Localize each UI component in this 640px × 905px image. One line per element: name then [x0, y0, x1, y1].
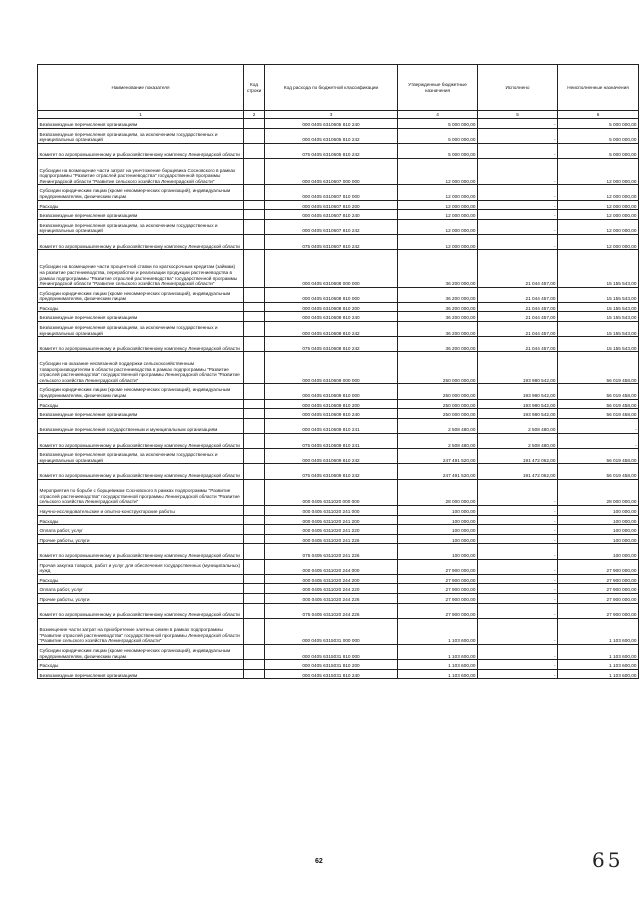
header-name: Наименование показателя	[38, 65, 244, 111]
row-unexecuted: 100 000,00	[558, 515, 639, 525]
row-unexecuted: 5 000 000,00	[558, 143, 639, 158]
row-approved: 247 491 520,00	[398, 449, 478, 464]
row-budget-code: 000 0405 6310607 000 000	[265, 158, 398, 184]
row-line-code	[244, 312, 265, 322]
table-row	[38, 210, 639, 220]
row-executed: -	[478, 534, 558, 544]
row-unexecuted: 12 000 000,00	[558, 234, 639, 249]
row-approved: 1 103 600,00	[398, 645, 478, 660]
row-executed: 21 044 457,00	[478, 287, 558, 302]
table-header	[38, 65, 639, 119]
row-name: Безвозмездные перечисления организациям, за исключением государственных и муниципальных организаций	[38, 449, 244, 464]
row-line-code	[244, 352, 265, 384]
row-budget-code: 000 0405 6311020 241 200	[265, 515, 398, 525]
row-unexecuted: 56 019 458,00	[558, 409, 639, 419]
row-line-code	[244, 250, 265, 288]
row-executed: -	[478, 234, 558, 249]
header-approved: Утвержденные бюджетные назначения	[398, 65, 478, 111]
table-row	[38, 250, 639, 288]
budget-table	[37, 64, 639, 679]
row-name: Субсидии на оказание несвязанной поддержки сельскохозяйственным товаропроизводителям в области растениеводства в рамках подпрограммы "Развитие отраслей растениеводства" государственной программы Ленинградской области "Развитие сельского хозяйства Ленинградской области"	[38, 352, 244, 384]
row-approved: 36 200 000,00	[398, 250, 478, 288]
row-name: Субсидии юридическим лицам (кроме некоммерческих организаций), индивидуальным предпринимателям, физическим лицам	[38, 185, 244, 200]
table-row	[38, 534, 639, 544]
col-number: 1	[38, 111, 244, 119]
row-unexecuted: 100 000,00	[558, 534, 639, 544]
header-executed: Исполнено	[478, 65, 558, 111]
col-number: 2	[244, 111, 265, 119]
row-name: Расходы	[38, 399, 244, 409]
row-name: Прочая закупка товаров, работ и услуг для обеспечения государственных (муниципальных) нужд	[38, 559, 244, 574]
row-approved: 250 000 000,00	[398, 352, 478, 384]
row-approved: 250 000 000,00	[398, 384, 478, 399]
col-number: 4	[398, 111, 478, 119]
row-executed: 191 472 062,00	[478, 449, 558, 464]
row-name: Научно-исследовательские и опытно-конструкторские работы	[38, 505, 244, 515]
row-budget-code: 075 0405 6311020 244 226	[265, 603, 398, 618]
row-unexecuted: 15 155 543,00	[558, 302, 639, 312]
row-unexecuted: 12 000 000,00	[558, 185, 639, 200]
table-row	[38, 143, 639, 158]
row-unexecuted: 100 000,00	[558, 525, 639, 535]
row-name: Субсидии на возмещение части затрат на уничтожение борщевика Сосновского в рамках подпрограммы "Развитие отраслей растениеводства" государственной программы Ленинградской области "Развитие сельского хозяйства Ленинградской области"	[38, 158, 244, 184]
row-budget-code: 000 0405 6311020 241 000	[265, 505, 398, 515]
row-line-code	[244, 399, 265, 409]
table-row	[38, 302, 639, 312]
row-budget-code: 000 0405 6310607 810 000	[265, 185, 398, 200]
row-name: Субсидии на возмещение части процентной ставки по краткосрочным кредитам (займам) на развитие растениеводства, переработки и реализации продукции растениеводства в рамках подпрограммы "Развитие отраслей растениеводства" государственной программы Ленинградской области "Развитие сельского хозяйства Ленинградской области"	[38, 250, 244, 288]
row-budget-code: 000 0405 6315031 000 000	[265, 618, 398, 644]
table-row	[38, 505, 639, 515]
row-line-code	[244, 158, 265, 184]
row-unexecuted: 56 019 458,00	[558, 352, 639, 384]
row-unexecuted: 15 155 543,00	[558, 250, 639, 288]
row-name: Комитет по агропромышленному и рыбохозяйственному комплексу Ленинградской области	[38, 143, 244, 158]
row-executed: -	[478, 128, 558, 143]
row-name: Безвозмездные перечисления организациям, за исключением государственных и муниципальных организаций	[38, 322, 244, 337]
row-unexecuted: -	[558, 434, 639, 449]
row-approved: 100 000,00	[398, 534, 478, 544]
row-name: Расходы	[38, 660, 244, 670]
row-line-code	[244, 302, 265, 312]
row-line-code	[244, 534, 265, 544]
row-unexecuted: 100 000,00	[558, 544, 639, 559]
row-executed: -	[478, 544, 558, 559]
table-row	[38, 479, 639, 505]
header-unexecuted: Неисполненные назначения	[558, 65, 639, 111]
table-row	[38, 119, 639, 129]
row-executed: -	[478, 618, 558, 644]
row-line-code	[244, 603, 265, 618]
table-row	[38, 418, 639, 433]
row-approved: 100 000,00	[398, 505, 478, 515]
row-budget-code: 075 0405 6310609 810 242	[265, 464, 398, 479]
row-budget-code: 000 0405 6311020 244 226	[265, 593, 398, 603]
row-unexecuted: 15 155 543,00	[558, 312, 639, 322]
row-unexecuted: 56 019 458,00	[558, 464, 639, 479]
row-line-code	[244, 525, 265, 535]
table-row	[38, 593, 639, 603]
row-executed: -	[478, 660, 558, 670]
table-row	[38, 409, 639, 419]
row-line-code	[244, 287, 265, 302]
row-unexecuted: 15 155 543,00	[558, 322, 639, 337]
row-approved: 247 491 520,00	[398, 464, 478, 479]
table-row	[38, 464, 639, 479]
row-unexecuted: 12 000 000,00	[558, 200, 639, 210]
table-row	[38, 384, 639, 399]
row-executed: -	[478, 219, 558, 234]
row-budget-code: 000 0405 6311020 241 220	[265, 525, 398, 535]
row-budget-code: 000 0405 6315031 810 240	[265, 669, 398, 679]
row-name: Расходы	[38, 574, 244, 584]
row-approved: 27 900 000,00	[398, 603, 478, 618]
row-executed: 193 980 542,00	[478, 399, 558, 409]
row-budget-code: 000 0405 6310609 810 241	[265, 418, 398, 433]
row-executed: -	[478, 479, 558, 505]
row-budget-code: 075 0405 6310605 810 242	[265, 143, 398, 158]
row-unexecuted: -	[558, 418, 639, 433]
table-row	[38, 287, 639, 302]
row-approved: 27 900 000,00	[398, 574, 478, 584]
row-budget-code: 075 0405 6310609 810 241	[265, 434, 398, 449]
row-executed: 21 044 457,00	[478, 322, 558, 337]
row-approved: 2 508 480,00	[398, 418, 478, 433]
table-row	[38, 574, 639, 584]
table-row	[38, 158, 639, 184]
row-approved: 5 000 000,00	[398, 119, 478, 129]
table-row	[38, 559, 639, 574]
header-row-code: Код строки	[244, 65, 265, 111]
row-line-code	[244, 618, 265, 644]
row-line-code	[244, 559, 265, 574]
row-unexecuted: 12 000 000,00	[558, 158, 639, 184]
row-budget-code: 000 0405 6310608 810 242	[265, 322, 398, 337]
row-name: Безвозмездные перечисления организациям	[38, 409, 244, 419]
row-executed: -	[478, 669, 558, 679]
row-approved: 1 103 600,00	[398, 618, 478, 644]
table-row	[38, 515, 639, 525]
table-row	[38, 449, 639, 464]
row-executed: -	[478, 119, 558, 129]
row-executed: 21 044 457,00	[478, 302, 558, 312]
row-approved: 250 000 000,00	[398, 399, 478, 409]
row-budget-code: 000 0405 6311020 000 000	[265, 479, 398, 505]
row-executed: 193 980 542,00	[478, 352, 558, 384]
row-line-code	[244, 584, 265, 594]
row-budget-code: 000 0405 6310609 810 242	[265, 449, 398, 464]
row-budget-code: 000 0405 6310609 810 200	[265, 399, 398, 409]
row-unexecuted: 1 103 600,00	[558, 645, 639, 660]
row-line-code	[244, 337, 265, 352]
table-row	[38, 584, 639, 594]
row-name: Безвозмездные перечисления организациям, за исключением государственных и муниципальных организаций	[38, 128, 244, 143]
table-row	[38, 322, 639, 337]
row-budget-code: 000 0405 6310608 000 000	[265, 250, 398, 288]
row-executed: 2 508 480,00	[478, 434, 558, 449]
row-budget-code: 000 0405 6310605 810 240	[265, 119, 398, 129]
col-number: 5	[478, 111, 558, 119]
row-line-code	[244, 384, 265, 399]
row-budget-code: 000 0405 6310608 810 200	[265, 302, 398, 312]
row-approved: 12 000 000,00	[398, 200, 478, 210]
table-row	[38, 128, 639, 143]
row-name: Комитет по агропромышленному и рыбохозяйственному комплексу Ленинградской области	[38, 234, 244, 249]
row-name: Комитет по агропромышленному и рыбохозяйственному комплексу Ленинградской области	[38, 603, 244, 618]
row-budget-code: 000 0405 6310607 810 240	[265, 210, 398, 220]
row-unexecuted: 27 900 000,00	[558, 574, 639, 584]
row-unexecuted: 100 000,00	[558, 505, 639, 515]
row-approved: 5 000 000,00	[398, 143, 478, 158]
row-name: Оплата работ, услуг	[38, 525, 244, 535]
row-name: Комитет по агропромышленному и рыбохозяйственному комплексу Ленинградской области	[38, 434, 244, 449]
row-name: Безвозмездные перечисления государственным и муниципальным организациям	[38, 418, 244, 433]
row-budget-code: 075 0405 6310608 810 242	[265, 337, 398, 352]
row-approved: 12 000 000,00	[398, 219, 478, 234]
row-approved: 27 900 000,00	[398, 593, 478, 603]
row-budget-code: 000 0405 6310607 810 200	[265, 200, 398, 210]
row-name: Расходы	[38, 200, 244, 210]
row-budget-code: 000 0405 6310608 810 000	[265, 287, 398, 302]
row-unexecuted: 27 900 000,00	[558, 584, 639, 594]
row-line-code	[244, 128, 265, 143]
row-executed: -	[478, 559, 558, 574]
row-executed: 193 980 542,00	[478, 384, 558, 399]
row-executed: 21 044 457,00	[478, 312, 558, 322]
row-budget-code: 075 0405 6310607 810 242	[265, 234, 398, 249]
row-executed: 2 508 480,00	[478, 418, 558, 433]
row-budget-code: 000 0405 6311020 244 000	[265, 559, 398, 574]
row-approved: 100 000,00	[398, 544, 478, 559]
row-executed: -	[478, 515, 558, 525]
row-name: Безвозмездные перечисления организациям	[38, 210, 244, 220]
row-line-code	[244, 409, 265, 419]
row-budget-code: 000 0405 6310607 810 242	[265, 219, 398, 234]
row-name: Комитет по агропромышленному и рыбохозяйственному комплексу Ленинградской области	[38, 544, 244, 559]
row-executed: -	[478, 593, 558, 603]
row-line-code	[244, 219, 265, 234]
row-name: Безвозмездные перечисления организациям	[38, 312, 244, 322]
row-budget-code: 000 0405 6311020 241 226	[265, 534, 398, 544]
row-approved: 36 200 000,00	[398, 287, 478, 302]
row-name: Субсидии юридическим лицам (кроме некоммерческих организаций), индивидуальным предпринимателям, физическим лицам	[38, 645, 244, 660]
table-row	[38, 312, 639, 322]
table-row	[38, 352, 639, 384]
table-row	[38, 200, 639, 210]
row-unexecuted: 1 103 600,00	[558, 660, 639, 670]
row-executed: -	[478, 525, 558, 535]
row-name: Прочие работы, услуги	[38, 534, 244, 544]
row-unexecuted: 56 019 458,00	[558, 399, 639, 409]
row-line-code	[244, 449, 265, 464]
row-executed: 191 472 062,00	[478, 464, 558, 479]
row-executed: 193 980 542,00	[478, 409, 558, 419]
handwritten-page-stamp: 65	[592, 848, 624, 872]
row-line-code	[244, 434, 265, 449]
row-executed: -	[478, 574, 558, 584]
row-line-code	[244, 418, 265, 433]
row-name: Комитет по агропромышленному и рыбохозяйственному комплексу Ленинградской области	[38, 464, 244, 479]
row-name: Безвозмездные перечисления организациям, за исключением государственных и муниципальных организаций	[38, 219, 244, 234]
table-row	[38, 525, 639, 535]
row-approved: 28 000 000,00	[398, 479, 478, 505]
row-name: Мероприятия по борьбе с борщевиком Сосновского в рамках подпрограммы "Развитие отраслей растениеводства" государственной программы Ленинградской области "Развитие сельского хозяйства Ленинградской области"	[38, 479, 244, 505]
row-approved: 12 000 000,00	[398, 158, 478, 184]
row-unexecuted: 12 000 000,00	[558, 210, 639, 220]
row-line-code	[244, 544, 265, 559]
table-row	[38, 645, 639, 660]
row-executed: -	[478, 210, 558, 220]
row-approved: 100 000,00	[398, 525, 478, 535]
table-row	[38, 219, 639, 234]
row-unexecuted: 56 019 458,00	[558, 384, 639, 399]
table-body	[38, 119, 639, 679]
table-row	[38, 618, 639, 644]
row-approved: 250 000 000,00	[398, 409, 478, 419]
row-budget-code: 000 0405 6310609 000 000	[265, 352, 398, 384]
row-approved: 27 900 000,00	[398, 559, 478, 574]
table-row	[38, 185, 639, 200]
table-row	[38, 669, 639, 679]
row-line-code	[244, 660, 265, 670]
row-unexecuted: 12 000 000,00	[558, 219, 639, 234]
row-line-code	[244, 322, 265, 337]
row-unexecuted: 27 900 000,00	[558, 603, 639, 618]
col-number: 6	[558, 111, 639, 119]
row-executed: -	[478, 584, 558, 594]
row-executed: -	[478, 185, 558, 200]
row-approved: 12 000 000,00	[398, 234, 478, 249]
row-unexecuted: 5 000 000,00	[558, 119, 639, 129]
header-budget-code: Код расхода по бюджетной классификации	[265, 65, 398, 111]
row-approved: 36 200 000,00	[398, 302, 478, 312]
row-line-code	[244, 669, 265, 679]
row-name: Расходы	[38, 515, 244, 525]
row-unexecuted: 1 103 600,00	[558, 618, 639, 644]
row-line-code	[244, 479, 265, 505]
row-budget-code: 000 0405 6311020 244 220	[265, 584, 398, 594]
row-line-code	[244, 143, 265, 158]
row-executed: -	[478, 505, 558, 515]
row-name: Расходы	[38, 302, 244, 312]
table-row	[38, 544, 639, 559]
row-approved: 100 000,00	[398, 515, 478, 525]
row-line-code	[244, 119, 265, 129]
row-unexecuted: 15 155 543,00	[558, 287, 639, 302]
row-executed: 21 044 457,00	[478, 337, 558, 352]
row-executed: -	[478, 143, 558, 158]
row-approved: 2 508 480,00	[398, 434, 478, 449]
row-name: Возмещение части затрат на приобретение элитных семян в рамках подпрограммы "Развитие отраслей растениеводства" государственной программы Ленинградской области "Развитие сельского хозяйства Ленинградской области"	[38, 618, 244, 644]
row-approved: 27 900 000,00	[398, 584, 478, 594]
row-line-code	[244, 593, 265, 603]
row-approved: 1 103 600,00	[398, 669, 478, 679]
row-unexecuted: 28 000 000,00	[558, 479, 639, 505]
row-executed: -	[478, 158, 558, 184]
row-approved: 12 000 000,00	[398, 210, 478, 220]
row-line-code	[244, 234, 265, 249]
table-row	[38, 399, 639, 409]
row-approved: 36 200 000,00	[398, 312, 478, 322]
row-approved: 36 200 000,00	[398, 337, 478, 352]
table-row	[38, 434, 639, 449]
row-budget-code: 000 0405 6310609 810 000	[265, 384, 398, 399]
row-budget-code: 000 0405 6310608 810 240	[265, 312, 398, 322]
row-line-code	[244, 505, 265, 515]
page-number: 62	[315, 858, 323, 865]
row-line-code	[244, 210, 265, 220]
row-name: Субсидии юридическим лицам (кроме некоммерческих организаций), индивидуальным предпринимателям, физическим лицам	[38, 287, 244, 302]
row-line-code	[244, 515, 265, 525]
row-unexecuted: 15 155 543,00	[558, 337, 639, 352]
row-name: Оплата работ, услуг	[38, 584, 244, 594]
row-line-code	[244, 574, 265, 584]
row-unexecuted: 1 103 600,00	[558, 669, 639, 679]
row-budget-code: 000 0405 6310605 810 242	[265, 128, 398, 143]
row-name: Безвозмездные перечисления организациям	[38, 119, 244, 129]
row-name: Безвозмездные перечисления организациям	[38, 669, 244, 679]
row-unexecuted: 27 900 000,00	[558, 593, 639, 603]
row-approved: 36 200 000,00	[398, 322, 478, 337]
row-budget-code: 000 0405 6310609 810 240	[265, 409, 398, 419]
row-unexecuted: 56 019 458,00	[558, 449, 639, 464]
row-approved: 5 000 000,00	[398, 128, 478, 143]
row-executed: -	[478, 603, 558, 618]
row-budget-code: 000 0405 6311020 244 200	[265, 574, 398, 584]
row-name: Прочие работы, услуги	[38, 593, 244, 603]
row-line-code	[244, 645, 265, 660]
row-budget-code: 000 0405 6315031 810 000	[265, 645, 398, 660]
row-budget-code: 000 0405 6315031 810 200	[265, 660, 398, 670]
table-row	[38, 603, 639, 618]
row-line-code	[244, 200, 265, 210]
row-line-code	[244, 185, 265, 200]
row-name: Субсидии юридическим лицам (кроме некоммерческих организаций), индивидуальным предпринимателям, физическим лицам	[38, 384, 244, 399]
row-executed: -	[478, 200, 558, 210]
row-approved: 12 000 000,00	[398, 185, 478, 200]
row-unexecuted: 5 000 000,00	[558, 128, 639, 143]
row-approved: 1 103 600,00	[398, 660, 478, 670]
row-executed: 21 044 457,00	[478, 250, 558, 288]
row-executed: -	[478, 645, 558, 660]
row-name: Комитет по агропромышленному и рыбохозяйственному комплексу Ленинградской области	[38, 337, 244, 352]
row-budget-code: 075 0405 6311020 241 226	[265, 544, 398, 559]
table-row	[38, 337, 639, 352]
row-line-code	[244, 464, 265, 479]
table-row	[38, 660, 639, 670]
col-number: 3	[265, 111, 398, 119]
table-row	[38, 234, 639, 249]
row-unexecuted: 27 900 000,00	[558, 559, 639, 574]
